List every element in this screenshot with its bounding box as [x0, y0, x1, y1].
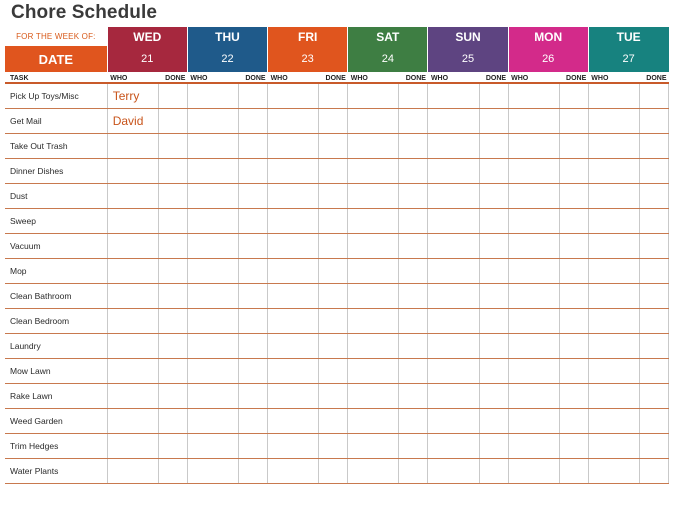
who-cell-sat[interactable]: [348, 384, 399, 409]
chore-row: [5, 434, 669, 459]
done-cell-thu[interactable]: [239, 309, 268, 334]
task-label: Mop: [5, 259, 107, 284]
who-cell-thu[interactable]: [187, 184, 238, 209]
who-column-header: WHO: [268, 72, 319, 83]
done-cell-mon[interactable]: [559, 184, 588, 209]
done-cell-sat[interactable]: [399, 284, 428, 309]
who-cell-sat[interactable]: [348, 83, 399, 109]
week-of-label: FOR THE WEEK OF:: [16, 32, 96, 41]
who-cell-wed[interactable]: [107, 334, 158, 359]
done-cell-thu[interactable]: [239, 284, 268, 309]
who-cell-sat[interactable]: [348, 259, 399, 284]
done-cell-sun[interactable]: [479, 134, 508, 159]
who-cell-fri[interactable]: [268, 109, 319, 134]
done-cell-tue[interactable]: [639, 259, 668, 284]
chore-row: [5, 459, 669, 484]
task-label: Laundry: [5, 334, 107, 359]
who-cell-wed[interactable]: David: [107, 109, 158, 134]
done-cell-thu[interactable]: [239, 334, 268, 359]
who-cell-tue[interactable]: [588, 159, 639, 184]
who-cell-sat[interactable]: [348, 234, 399, 259]
done-cell-wed[interactable]: [158, 459, 187, 484]
chore-row: [5, 409, 669, 434]
done-cell-mon[interactable]: [559, 309, 588, 334]
task-label: Get Mail: [5, 109, 107, 134]
done-cell-mon[interactable]: [559, 209, 588, 234]
done-cell-wed[interactable]: [158, 284, 187, 309]
who-cell-fri[interactable]: [268, 159, 319, 184]
who-cell-wed[interactable]: [107, 184, 158, 209]
date-row: [5, 46, 669, 72]
who-cell-sun[interactable]: [428, 459, 479, 484]
done-cell-mon[interactable]: [559, 384, 588, 409]
day-date-sun: 25: [428, 46, 508, 72]
chore-row: [5, 359, 669, 384]
who-cell-mon[interactable]: [508, 184, 559, 209]
done-cell-tue[interactable]: [639, 434, 668, 459]
who-cell-fri[interactable]: [268, 134, 319, 159]
done-cell-tue[interactable]: [639, 109, 668, 134]
who-cell-tue[interactable]: [588, 434, 639, 459]
who-cell-wed[interactable]: [107, 434, 158, 459]
done-cell-fri[interactable]: [319, 434, 348, 459]
who-cell-thu[interactable]: [187, 159, 238, 184]
done-cell-thu[interactable]: [239, 259, 268, 284]
day-date-fri: 23: [268, 46, 348, 72]
done-cell-mon[interactable]: [559, 359, 588, 384]
day-name-sun: SUN: [428, 27, 508, 46]
done-cell-tue[interactable]: [639, 234, 668, 259]
done-cell-fri[interactable]: [319, 284, 348, 309]
page-title: Chore Schedule: [11, 2, 158, 23]
who-cell-mon[interactable]: [508, 384, 559, 409]
done-cell-thu[interactable]: [239, 109, 268, 134]
done-cell-fri[interactable]: [319, 209, 348, 234]
done-cell-sat[interactable]: [399, 134, 428, 159]
done-cell-sat[interactable]: [399, 234, 428, 259]
who-cell-fri[interactable]: [268, 209, 319, 234]
who-cell-wed[interactable]: [107, 234, 158, 259]
done-cell-thu[interactable]: [239, 459, 268, 484]
done-cell-wed[interactable]: [158, 109, 187, 134]
who-cell-fri[interactable]: [268, 234, 319, 259]
done-cell-thu[interactable]: [239, 384, 268, 409]
done-cell-sat[interactable]: [399, 359, 428, 384]
who-cell-tue[interactable]: [588, 109, 639, 134]
who-cell-sun[interactable]: [428, 109, 479, 134]
who-cell-sun[interactable]: [428, 284, 479, 309]
done-cell-thu[interactable]: [239, 184, 268, 209]
done-cell-mon[interactable]: [559, 159, 588, 184]
done-cell-sat[interactable]: [399, 309, 428, 334]
who-cell-sat[interactable]: [348, 284, 399, 309]
done-cell-sat[interactable]: [399, 83, 428, 109]
who-cell-tue[interactable]: [588, 134, 639, 159]
day-name-wed: WED: [107, 27, 187, 46]
day-name-mon: MON: [508, 27, 588, 46]
done-cell-sat[interactable]: [399, 184, 428, 209]
who-cell-thu[interactable]: [187, 459, 238, 484]
who-cell-wed[interactable]: Terry: [107, 83, 158, 109]
who-cell-wed[interactable]: [107, 134, 158, 159]
who-cell-tue[interactable]: [588, 83, 639, 109]
day-date-thu: 22: [187, 46, 267, 72]
who-cell-sun[interactable]: [428, 309, 479, 334]
done-cell-sat[interactable]: [399, 434, 428, 459]
done-cell-wed[interactable]: [158, 209, 187, 234]
done-cell-tue[interactable]: [639, 334, 668, 359]
done-cell-wed[interactable]: [158, 184, 187, 209]
who-cell-tue[interactable]: [588, 334, 639, 359]
day-date-wed: 21: [107, 46, 187, 72]
who-cell-sat[interactable]: [348, 409, 399, 434]
done-cell-thu[interactable]: [239, 234, 268, 259]
who-cell-mon[interactable]: [508, 134, 559, 159]
who-cell-sun[interactable]: [428, 409, 479, 434]
done-cell-mon[interactable]: [559, 334, 588, 359]
done-cell-tue[interactable]: [639, 159, 668, 184]
who-cell-thu[interactable]: [187, 134, 238, 159]
done-cell-sun[interactable]: [479, 184, 508, 209]
done-column-header: DONE: [158, 72, 187, 83]
done-cell-mon[interactable]: [559, 259, 588, 284]
chore-row: [5, 384, 669, 409]
done-cell-mon[interactable]: [559, 83, 588, 109]
who-cell-thu[interactable]: [187, 234, 238, 259]
done-cell-sun[interactable]: [479, 83, 508, 109]
done-cell-sat[interactable]: [399, 109, 428, 134]
chore-row: [5, 109, 669, 134]
done-cell-tue[interactable]: [639, 459, 668, 484]
done-cell-wed[interactable]: [158, 334, 187, 359]
who-cell-sun[interactable]: [428, 334, 479, 359]
task-label: Clean Bathroom: [5, 284, 107, 309]
who-column-header: WHO: [588, 72, 639, 83]
done-cell-mon[interactable]: [559, 134, 588, 159]
done-cell-mon[interactable]: [559, 234, 588, 259]
who-cell-thu[interactable]: [187, 409, 238, 434]
done-cell-mon[interactable]: [559, 284, 588, 309]
who-cell-wed[interactable]: [107, 459, 158, 484]
done-cell-tue[interactable]: [639, 384, 668, 409]
who-cell-sun[interactable]: [428, 359, 479, 384]
who-cell-sun[interactable]: [428, 259, 479, 284]
done-cell-fri[interactable]: [319, 83, 348, 109]
who-cell-mon[interactable]: [508, 234, 559, 259]
who-cell-mon[interactable]: [508, 309, 559, 334]
done-cell-sun[interactable]: [479, 234, 508, 259]
who-cell-fri[interactable]: [268, 184, 319, 209]
done-cell-sun[interactable]: [479, 459, 508, 484]
done-cell-mon[interactable]: [559, 109, 588, 134]
who-cell-tue[interactable]: [588, 184, 639, 209]
who-cell-thu[interactable]: [187, 284, 238, 309]
who-cell-sat[interactable]: [348, 309, 399, 334]
task-column-header: TASK: [5, 72, 107, 83]
done-cell-tue[interactable]: [639, 309, 668, 334]
column-subheader-row: [5, 72, 669, 83]
who-cell-tue[interactable]: [588, 234, 639, 259]
task-label: Dust: [5, 184, 107, 209]
done-cell-fri[interactable]: [319, 409, 348, 434]
who-cell-fri[interactable]: [268, 284, 319, 309]
who-cell-fri[interactable]: [268, 384, 319, 409]
who-cell-mon[interactable]: [508, 409, 559, 434]
who-cell-tue[interactable]: [588, 209, 639, 234]
who-cell-sat[interactable]: [348, 359, 399, 384]
done-cell-wed[interactable]: [158, 434, 187, 459]
day-name-thu: THU: [187, 27, 267, 46]
done-cell-sun[interactable]: [479, 209, 508, 234]
done-cell-thu[interactable]: [239, 159, 268, 184]
done-cell-tue[interactable]: [639, 184, 668, 209]
chore-row: [5, 209, 669, 234]
chore-row: [5, 259, 669, 284]
who-cell-fri[interactable]: [268, 459, 319, 484]
done-column-header: DONE: [639, 72, 668, 83]
done-cell-sat[interactable]: [399, 334, 428, 359]
who-cell-thu[interactable]: [187, 359, 238, 384]
schedule-table-wrap: [5, 27, 669, 484]
who-cell-tue[interactable]: [588, 409, 639, 434]
who-column-header: WHO: [508, 72, 559, 83]
who-cell-tue[interactable]: [588, 309, 639, 334]
who-column-header: WHO: [428, 72, 479, 83]
done-cell-thu[interactable]: [239, 209, 268, 234]
done-cell-sun[interactable]: [479, 409, 508, 434]
done-cell-wed[interactable]: [158, 234, 187, 259]
task-label: Take Out Trash: [5, 134, 107, 159]
done-cell-tue[interactable]: [639, 83, 668, 109]
done-cell-wed[interactable]: [158, 159, 187, 184]
done-cell-sun[interactable]: [479, 384, 508, 409]
done-cell-fri[interactable]: [319, 459, 348, 484]
who-cell-sun[interactable]: [428, 384, 479, 409]
done-column-header: DONE: [399, 72, 428, 83]
done-cell-fri[interactable]: [319, 384, 348, 409]
who-cell-fri[interactable]: [268, 334, 319, 359]
who-cell-mon[interactable]: [508, 334, 559, 359]
who-cell-sat[interactable]: [348, 159, 399, 184]
task-label: Weed Garden: [5, 409, 107, 434]
chore-row: [5, 309, 669, 334]
done-cell-fri[interactable]: [319, 259, 348, 284]
done-cell-sat[interactable]: [399, 159, 428, 184]
who-cell-wed[interactable]: [107, 259, 158, 284]
done-cell-sat[interactable]: [399, 259, 428, 284]
who-cell-thu[interactable]: [187, 109, 238, 134]
done-cell-wed[interactable]: [158, 409, 187, 434]
who-cell-fri[interactable]: [268, 409, 319, 434]
chore-row: [5, 284, 669, 309]
who-cell-sun[interactable]: [428, 209, 479, 234]
done-cell-thu[interactable]: [239, 134, 268, 159]
done-column-header: DONE: [319, 72, 348, 83]
done-cell-wed[interactable]: [158, 384, 187, 409]
done-cell-mon[interactable]: [559, 434, 588, 459]
done-cell-sun[interactable]: [479, 359, 508, 384]
who-cell-thu[interactable]: [187, 334, 238, 359]
done-cell-sun[interactable]: [479, 159, 508, 184]
done-cell-wed[interactable]: [158, 309, 187, 334]
done-cell-tue[interactable]: [639, 359, 668, 384]
chore-row: [5, 184, 669, 209]
done-cell-sun[interactable]: [479, 334, 508, 359]
date-label: DATE: [5, 46, 107, 72]
who-cell-sat[interactable]: [348, 334, 399, 359]
done-cell-mon[interactable]: [559, 459, 588, 484]
done-cell-thu[interactable]: [239, 409, 268, 434]
day-name-sat: SAT: [348, 27, 428, 46]
done-cell-thu[interactable]: [239, 83, 268, 109]
who-cell-thu[interactable]: [187, 259, 238, 284]
done-cell-fri[interactable]: [319, 109, 348, 134]
done-cell-fri[interactable]: [319, 359, 348, 384]
who-cell-fri[interactable]: [268, 359, 319, 384]
task-label: Mow Lawn: [5, 359, 107, 384]
done-cell-wed[interactable]: [158, 83, 187, 109]
who-cell-sat[interactable]: [348, 109, 399, 134]
who-cell-thu[interactable]: [187, 384, 238, 409]
who-cell-wed[interactable]: [107, 159, 158, 184]
who-cell-tue[interactable]: [588, 359, 639, 384]
who-cell-sat[interactable]: [348, 184, 399, 209]
task-label: Dinner Dishes: [5, 159, 107, 184]
who-cell-sun[interactable]: [428, 234, 479, 259]
task-label: Rake Lawn: [5, 384, 107, 409]
who-cell-fri[interactable]: [268, 259, 319, 284]
done-cell-fri[interactable]: [319, 159, 348, 184]
done-column-header: DONE: [559, 72, 588, 83]
task-label: Vacuum: [5, 234, 107, 259]
day-name-tue: TUE: [588, 27, 668, 46]
done-cell-fri[interactable]: [319, 334, 348, 359]
who-cell-sat[interactable]: [348, 434, 399, 459]
done-cell-sat[interactable]: [399, 459, 428, 484]
done-cell-tue[interactable]: [639, 134, 668, 159]
who-cell-fri[interactable]: [268, 434, 319, 459]
who-cell-sun[interactable]: [428, 83, 479, 109]
task-label: Trim Hedges: [5, 434, 107, 459]
who-cell-mon[interactable]: [508, 83, 559, 109]
who-cell-mon[interactable]: [508, 434, 559, 459]
who-cell-mon[interactable]: [508, 109, 559, 134]
task-label: Water Plants: [5, 459, 107, 484]
who-cell-tue[interactable]: [588, 259, 639, 284]
who-cell-sun[interactable]: [428, 134, 479, 159]
who-column-header: WHO: [187, 72, 238, 83]
done-cell-fri[interactable]: [319, 234, 348, 259]
task-label: Sweep: [5, 209, 107, 234]
who-column-header: WHO: [107, 72, 158, 83]
who-cell-tue[interactable]: [588, 384, 639, 409]
done-cell-sun[interactable]: [479, 109, 508, 134]
who-cell-mon[interactable]: [508, 209, 559, 234]
done-cell-mon[interactable]: [559, 409, 588, 434]
chore-row: [5, 334, 669, 359]
done-cell-tue[interactable]: [639, 284, 668, 309]
chore-row: [5, 234, 669, 259]
done-cell-thu[interactable]: [239, 434, 268, 459]
who-cell-fri[interactable]: [268, 83, 319, 109]
day-date-sat: 24: [348, 46, 428, 72]
who-cell-thu[interactable]: [187, 209, 238, 234]
chore-row: [5, 159, 669, 184]
day-name-row: [5, 27, 669, 46]
who-cell-mon[interactable]: [508, 259, 559, 284]
who-cell-thu[interactable]: [187, 309, 238, 334]
who-cell-sat[interactable]: [348, 459, 399, 484]
who-cell-wed[interactable]: [107, 359, 158, 384]
who-cell-mon[interactable]: [508, 459, 559, 484]
day-name-fri: FRI: [268, 27, 348, 46]
who-cell-mon[interactable]: [508, 159, 559, 184]
who-cell-wed[interactable]: [107, 409, 158, 434]
done-cell-sun[interactable]: [479, 434, 508, 459]
who-column-header: WHO: [348, 72, 399, 83]
done-cell-thu[interactable]: [239, 359, 268, 384]
schedule-table: [5, 27, 669, 484]
who-cell-tue[interactable]: [588, 284, 639, 309]
done-cell-sun[interactable]: [479, 309, 508, 334]
task-label: Clean Bedroom: [5, 309, 107, 334]
who-cell-wed[interactable]: [107, 309, 158, 334]
done-cell-sat[interactable]: [399, 409, 428, 434]
who-cell-sun[interactable]: [428, 159, 479, 184]
done-cell-fri[interactable]: [319, 309, 348, 334]
done-cell-wed[interactable]: [158, 259, 187, 284]
who-cell-sun[interactable]: [428, 434, 479, 459]
day-date-mon: 26: [508, 46, 588, 72]
done-cell-tue[interactable]: [639, 409, 668, 434]
who-cell-thu[interactable]: [187, 83, 238, 109]
day-date-tue: 27: [588, 46, 668, 72]
who-cell-mon[interactable]: [508, 359, 559, 384]
who-cell-sun[interactable]: [428, 184, 479, 209]
who-cell-sat[interactable]: [348, 134, 399, 159]
who-cell-fri[interactable]: [268, 309, 319, 334]
who-cell-wed[interactable]: [107, 384, 158, 409]
task-label: Pick Up Toys/Misc: [5, 83, 107, 109]
done-cell-wed[interactable]: [158, 359, 187, 384]
chore-row: [5, 83, 669, 109]
done-column-header: DONE: [239, 72, 268, 83]
done-cell-fri[interactable]: [319, 184, 348, 209]
done-cell-sat[interactable]: [399, 384, 428, 409]
who-cell-wed[interactable]: [107, 209, 158, 234]
who-cell-wed[interactable]: [107, 284, 158, 309]
done-cell-tue[interactable]: [639, 209, 668, 234]
who-cell-tue[interactable]: [588, 459, 639, 484]
done-cell-fri[interactable]: [319, 134, 348, 159]
done-column-header: DONE: [479, 72, 508, 83]
who-cell-mon[interactable]: [508, 284, 559, 309]
who-cell-thu[interactable]: [187, 434, 238, 459]
chore-row: [5, 134, 669, 159]
done-cell-sun[interactable]: [479, 259, 508, 284]
done-cell-wed[interactable]: [158, 134, 187, 159]
who-cell-sat[interactable]: [348, 209, 399, 234]
done-cell-sun[interactable]: [479, 284, 508, 309]
done-cell-sat[interactable]: [399, 209, 428, 234]
